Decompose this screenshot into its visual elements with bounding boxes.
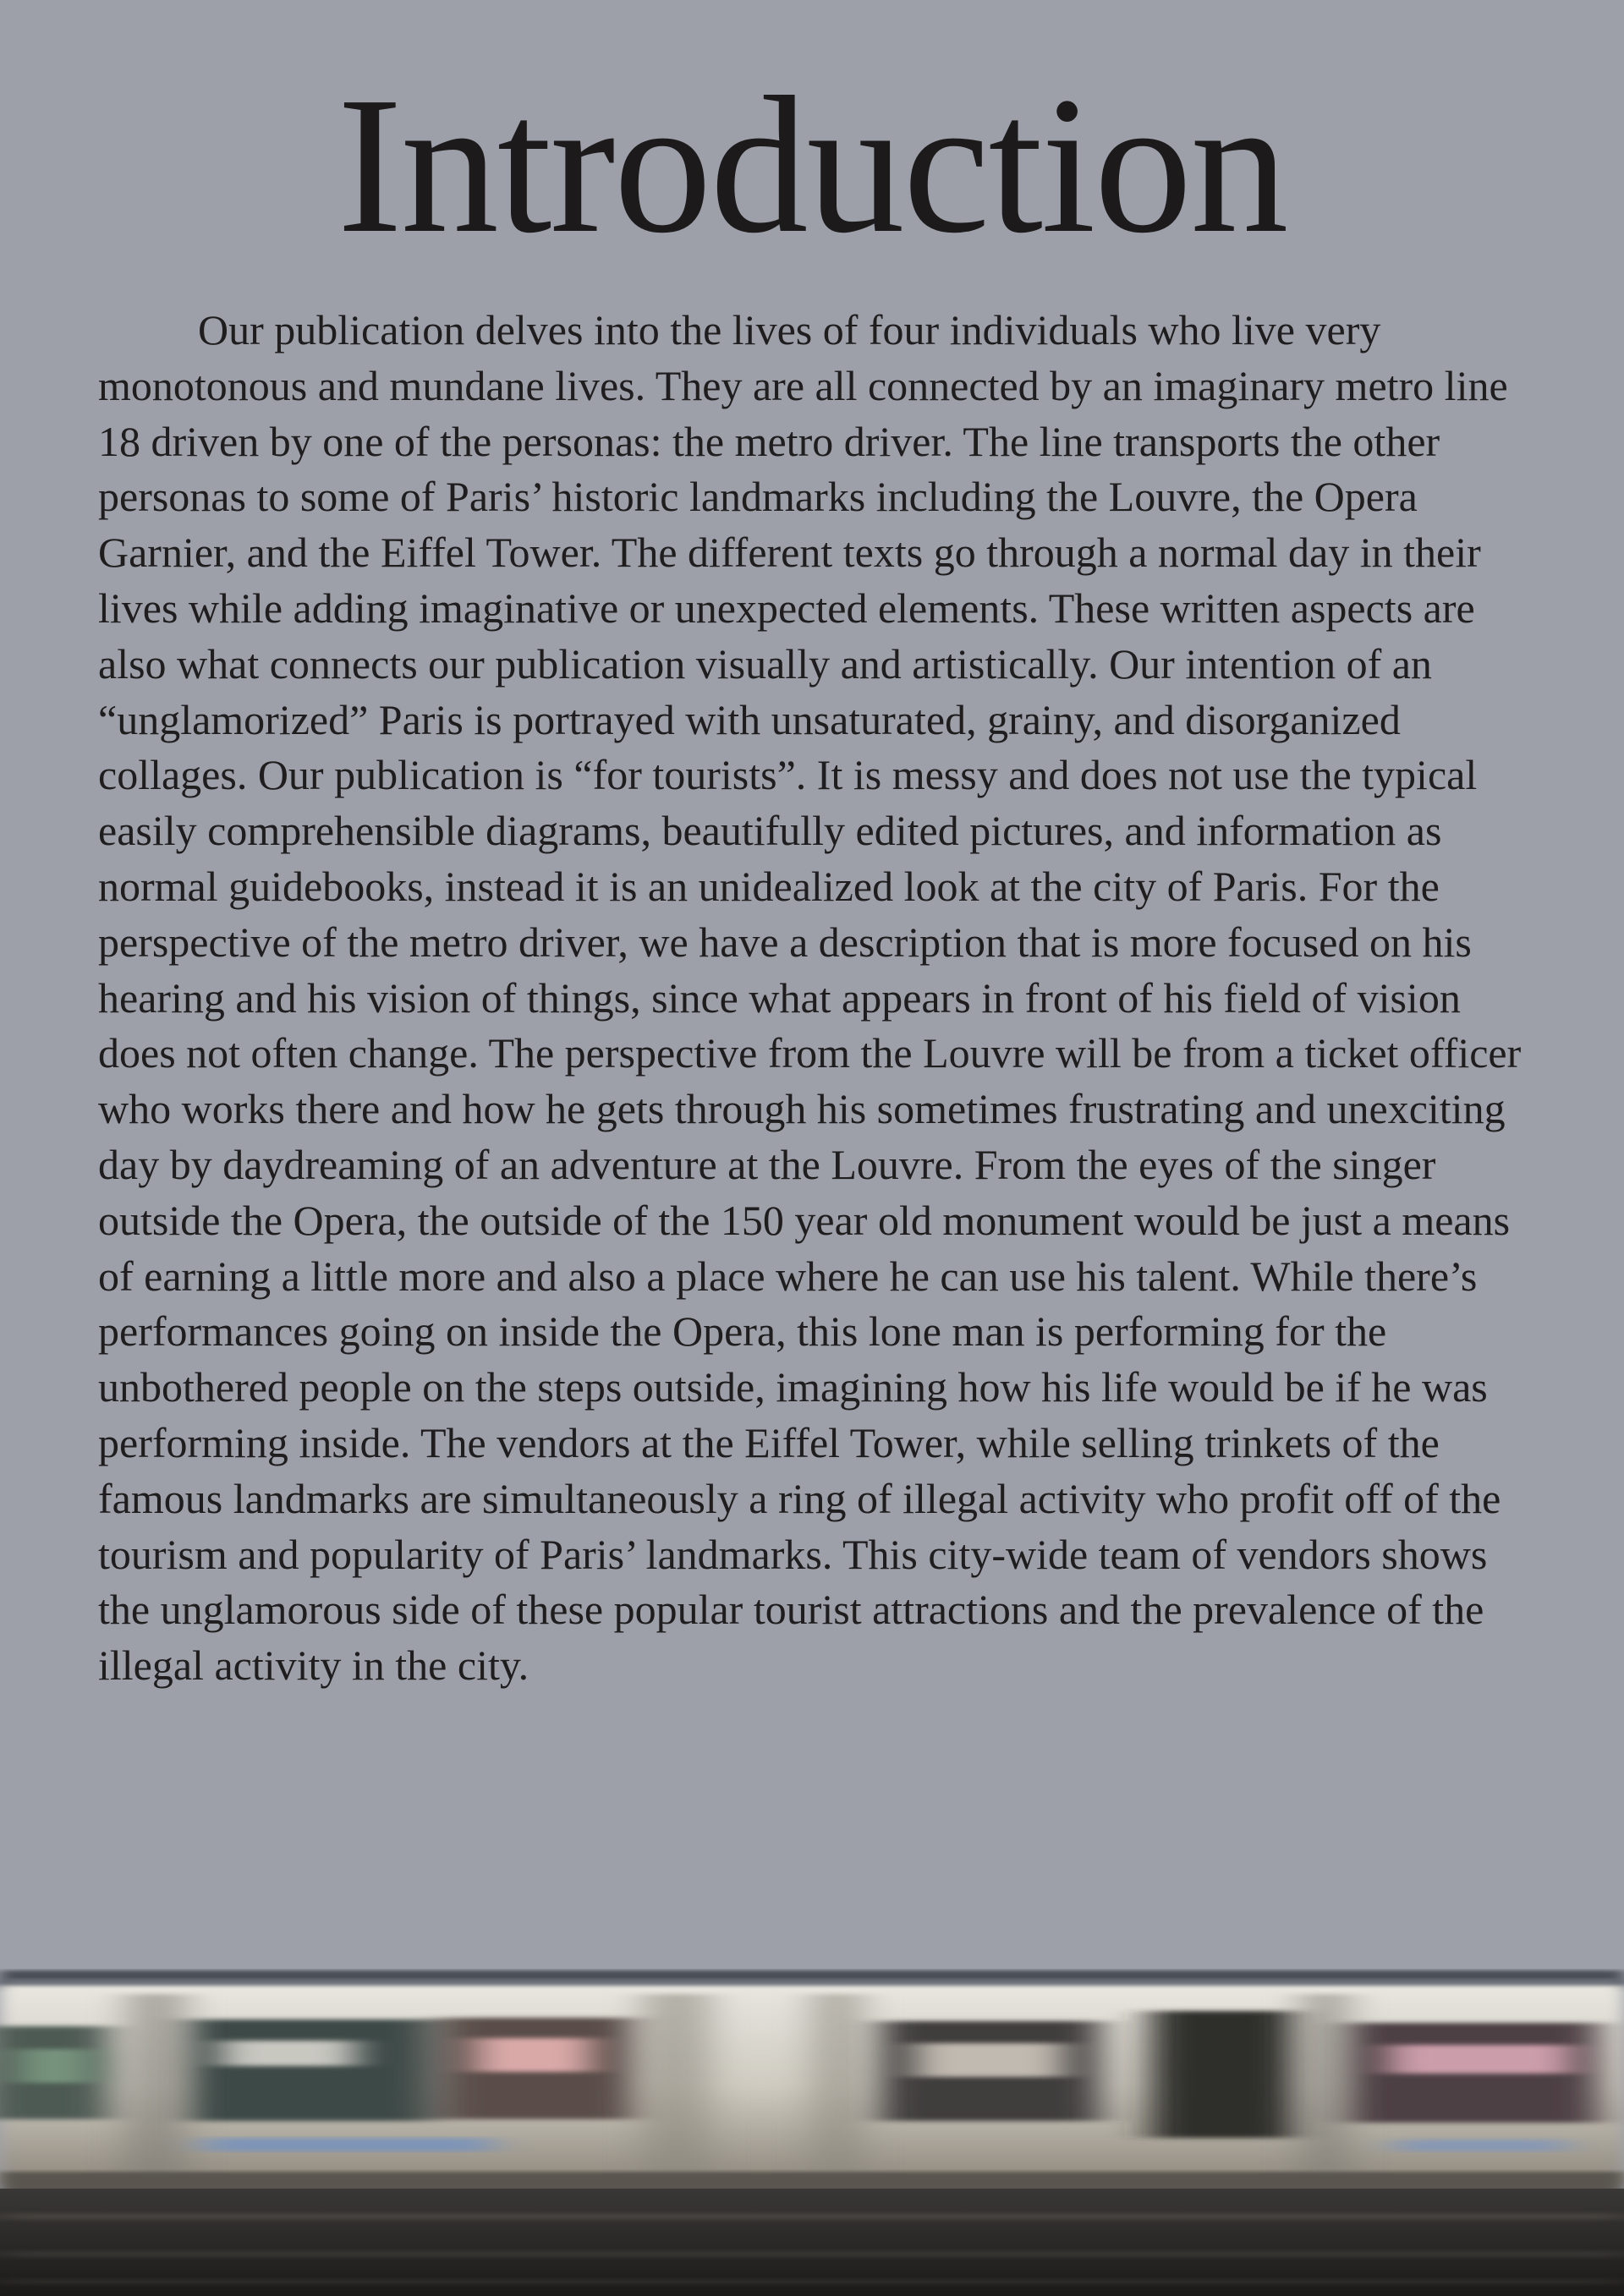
metro-train-photo [0,1960,1624,2296]
introduction-paragraph: Our publication delves into the lives of four individuals who live very monotonous and mundane lives. They are all connected by an imaginary metro line 18 driven by one of the personas: the metro driver. The line transports the other personas to some of Paris’ historic landmarks including the Louvre, the Opera Garnier, and the Eiffel Tower. The different texts go through a normal day in their lives while adding imaginative or unexpected elements. These written aspects are also what connects our publication visually and artistically. Our intention of an “unglamorized” Paris is portrayed with unsaturated, grainy, and disorganized collages. Our publication is “for tourists”. It is messy and does not use the typical easily comprehensible diagrams, beautifully edited pictures, and information as normal guidebooks, instead it is an unidealized look at the city of Paris. For the perspective of the metro driver, we have a description that is more focused on his hearing and his vision of things, since what appears in front of his field of vision does not often change. The perspective from the Louvre will be from a ticket officer who works there and how he gets through his sometimes frustrating and unexciting day by daydreaming of an adventure at the Louvre. From the eyes of the singer outside the Opera, the outside of the 150 year old monument would be just a means of earning a little more and also a place where he can use his talent. While there’s performances going on inside the Opera, this lone man is performing for the unbothered people on the steps outside, imagining how his life would be if he was performing inside. The vendors at the Eiffel Tower, while selling trinkets of the famous landmarks are simultaneously a ring of illegal activity who profit off of the tourism and popularity of Paris’ landmarks. This city-wide team of vendors shows the unglamorous side of these popular tourist attractions and the prevalence of the illegal activity in the city. [98,306,1522,1690]
page-title: Introduction [337,57,1287,274]
metro-train-illustration [0,1960,1624,2296]
